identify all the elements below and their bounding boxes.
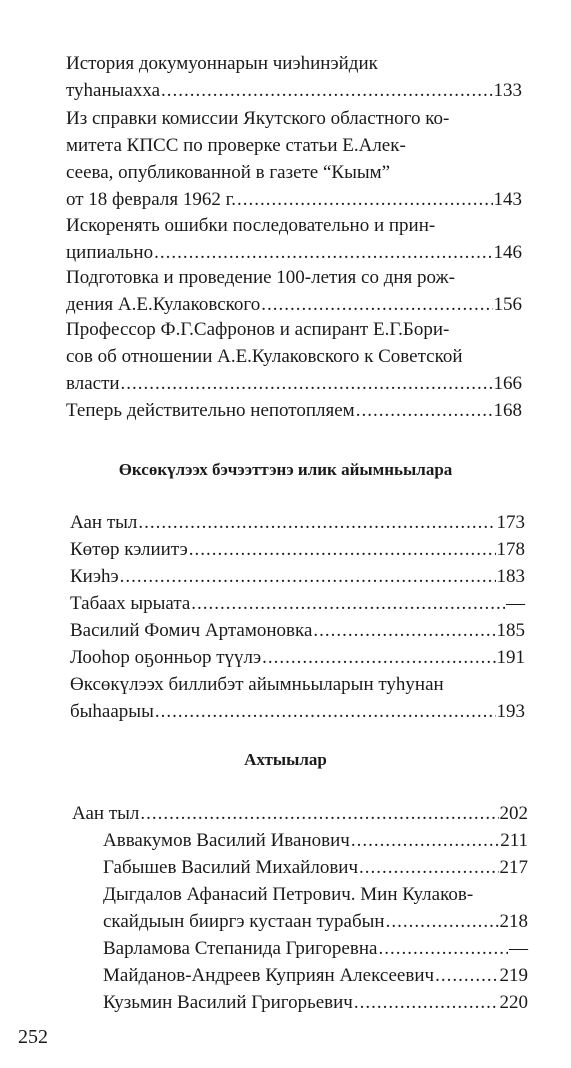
entry-text: Дыгдалов Афанасий Петрович. Мин Кулаков-	[103, 884, 474, 905]
page-ref: 143	[493, 189, 522, 210]
entry-text: Теперь действительно непотопляем	[66, 400, 355, 421]
toc-entry	[70, 644, 525, 671]
toc-entry	[66, 212, 522, 266]
entry-text: скайдыын бииргэ кустаан турабын	[103, 911, 385, 932]
entry-text: Өксөкүлээх биллибэт айымньыларын туһунан	[70, 674, 444, 695]
dot-leader	[313, 617, 495, 644]
toc-entry	[103, 935, 528, 962]
toc-entry	[66, 264, 522, 318]
entry-text: Варламова Степанида Григоревна	[103, 938, 378, 959]
toc-entry	[70, 617, 525, 644]
dot-leader	[121, 370, 493, 397]
dot-leader	[140, 800, 498, 827]
entry-text: власти	[66, 373, 120, 394]
toc-entry	[103, 962, 528, 989]
page-ref: 156	[493, 294, 522, 315]
entry-text: Профессор Ф.Г.Сафронов и аспирант Е.Г.Бори-	[66, 319, 450, 340]
page-number: 252	[18, 1026, 48, 1048]
dot-leader	[435, 962, 498, 989]
entry-text: История докумуоннарын чиэһинэйдик	[66, 53, 378, 74]
entry-text: Искоренять ошибки последовательно и прин-	[66, 215, 436, 236]
entry-text: Лооһор оҕонньор түүлэ	[70, 647, 262, 668]
page-ref: 166	[493, 373, 522, 394]
page-ref: 185	[496, 620, 525, 641]
entry-text: туһаныахха	[66, 80, 161, 101]
toc-entry	[66, 50, 522, 104]
dot-leader	[191, 590, 505, 617]
entry-text: дения А.Е.Кулаковского	[66, 294, 261, 315]
page-ref: 217	[499, 857, 528, 878]
entry-text: митета КПСС по проверке статьи Е.Алек-	[66, 135, 406, 156]
entry-text: Кузьмин Василий Григорьевич	[103, 992, 353, 1013]
section-heading: Өксөкүлээх бэчээттэнэ илик айымньылара	[118, 460, 453, 479]
page-ref: 168	[493, 400, 522, 421]
toc-entry	[70, 509, 525, 536]
entry-text: Көтөр кэлиитэ	[70, 539, 188, 560]
dot-leader	[189, 536, 496, 563]
page-ref: 146	[493, 242, 522, 263]
entry-text: Габышев Василий Михайлович	[103, 857, 359, 878]
dot-leader	[354, 989, 499, 1016]
toc-entry	[103, 854, 528, 881]
entry-text: Василий Фомич Артамоновка	[70, 620, 313, 641]
dot-leader	[161, 77, 492, 104]
dot-leader	[356, 397, 493, 424]
page-ref: 211	[500, 830, 528, 851]
entry-text: Майданов-Андреев Куприян Алексеевич	[103, 965, 435, 986]
entry-text: Табаах ырыата	[70, 593, 191, 614]
entry-text: сеева, опубликованной в газете “Кыым”	[66, 162, 391, 183]
dot-leader	[154, 239, 492, 266]
toc-entry	[66, 105, 522, 213]
dot-leader	[378, 935, 508, 962]
dot-leader	[359, 854, 498, 881]
page-ref: 220	[499, 992, 528, 1013]
toc-entry	[70, 590, 525, 617]
entry-text: Аввакумов Василий Иванович	[103, 830, 350, 851]
entry-text: от 18 февраля 1962 г.	[66, 189, 236, 210]
page-ref: —	[509, 938, 528, 959]
page-ref: 178	[496, 539, 525, 560]
entry-text: ципиально	[66, 242, 154, 263]
dot-leader	[237, 186, 493, 213]
page-ref: 218	[499, 911, 528, 932]
entry-text: Киэһэ	[70, 566, 119, 587]
dot-leader	[351, 827, 499, 854]
section-heading: Ахтыылар	[244, 750, 327, 769]
toc-entry	[103, 881, 528, 935]
entry-text: Аан тыл	[70, 512, 138, 533]
toc-entry	[103, 989, 528, 1016]
page-ref: 173	[496, 512, 525, 533]
entry-text: Аан тыл	[72, 803, 140, 824]
dot-leader	[386, 908, 499, 935]
toc-entry	[70, 563, 525, 590]
dot-leader	[138, 509, 495, 536]
page-ref: —	[506, 593, 525, 614]
entry-text: сов об отношении А.Е.Кулаковского к Советской	[66, 346, 463, 367]
toc-entry	[66, 397, 522, 424]
page-ref: 193	[496, 701, 525, 722]
toc-entry	[70, 671, 525, 725]
page-ref: 191	[496, 647, 525, 668]
page-ref: 133	[493, 80, 522, 101]
dot-leader	[261, 291, 492, 318]
toc-entry	[103, 827, 528, 854]
dot-leader	[262, 644, 495, 671]
dot-leader	[120, 563, 496, 590]
toc-entry	[66, 316, 522, 397]
entry-text: быһаарыы	[70, 701, 154, 722]
toc-entry	[72, 800, 528, 827]
toc-entry	[70, 536, 525, 563]
entry-text: Из справки комиссии Якутского областного ко-	[66, 108, 450, 129]
page-ref: 202	[499, 803, 528, 824]
page-ref: 219	[499, 965, 528, 986]
dot-leader	[155, 698, 496, 725]
page-ref: 183	[496, 566, 525, 587]
entry-text: Подготовка и проведение 100-летия со дня рож-	[66, 267, 455, 288]
